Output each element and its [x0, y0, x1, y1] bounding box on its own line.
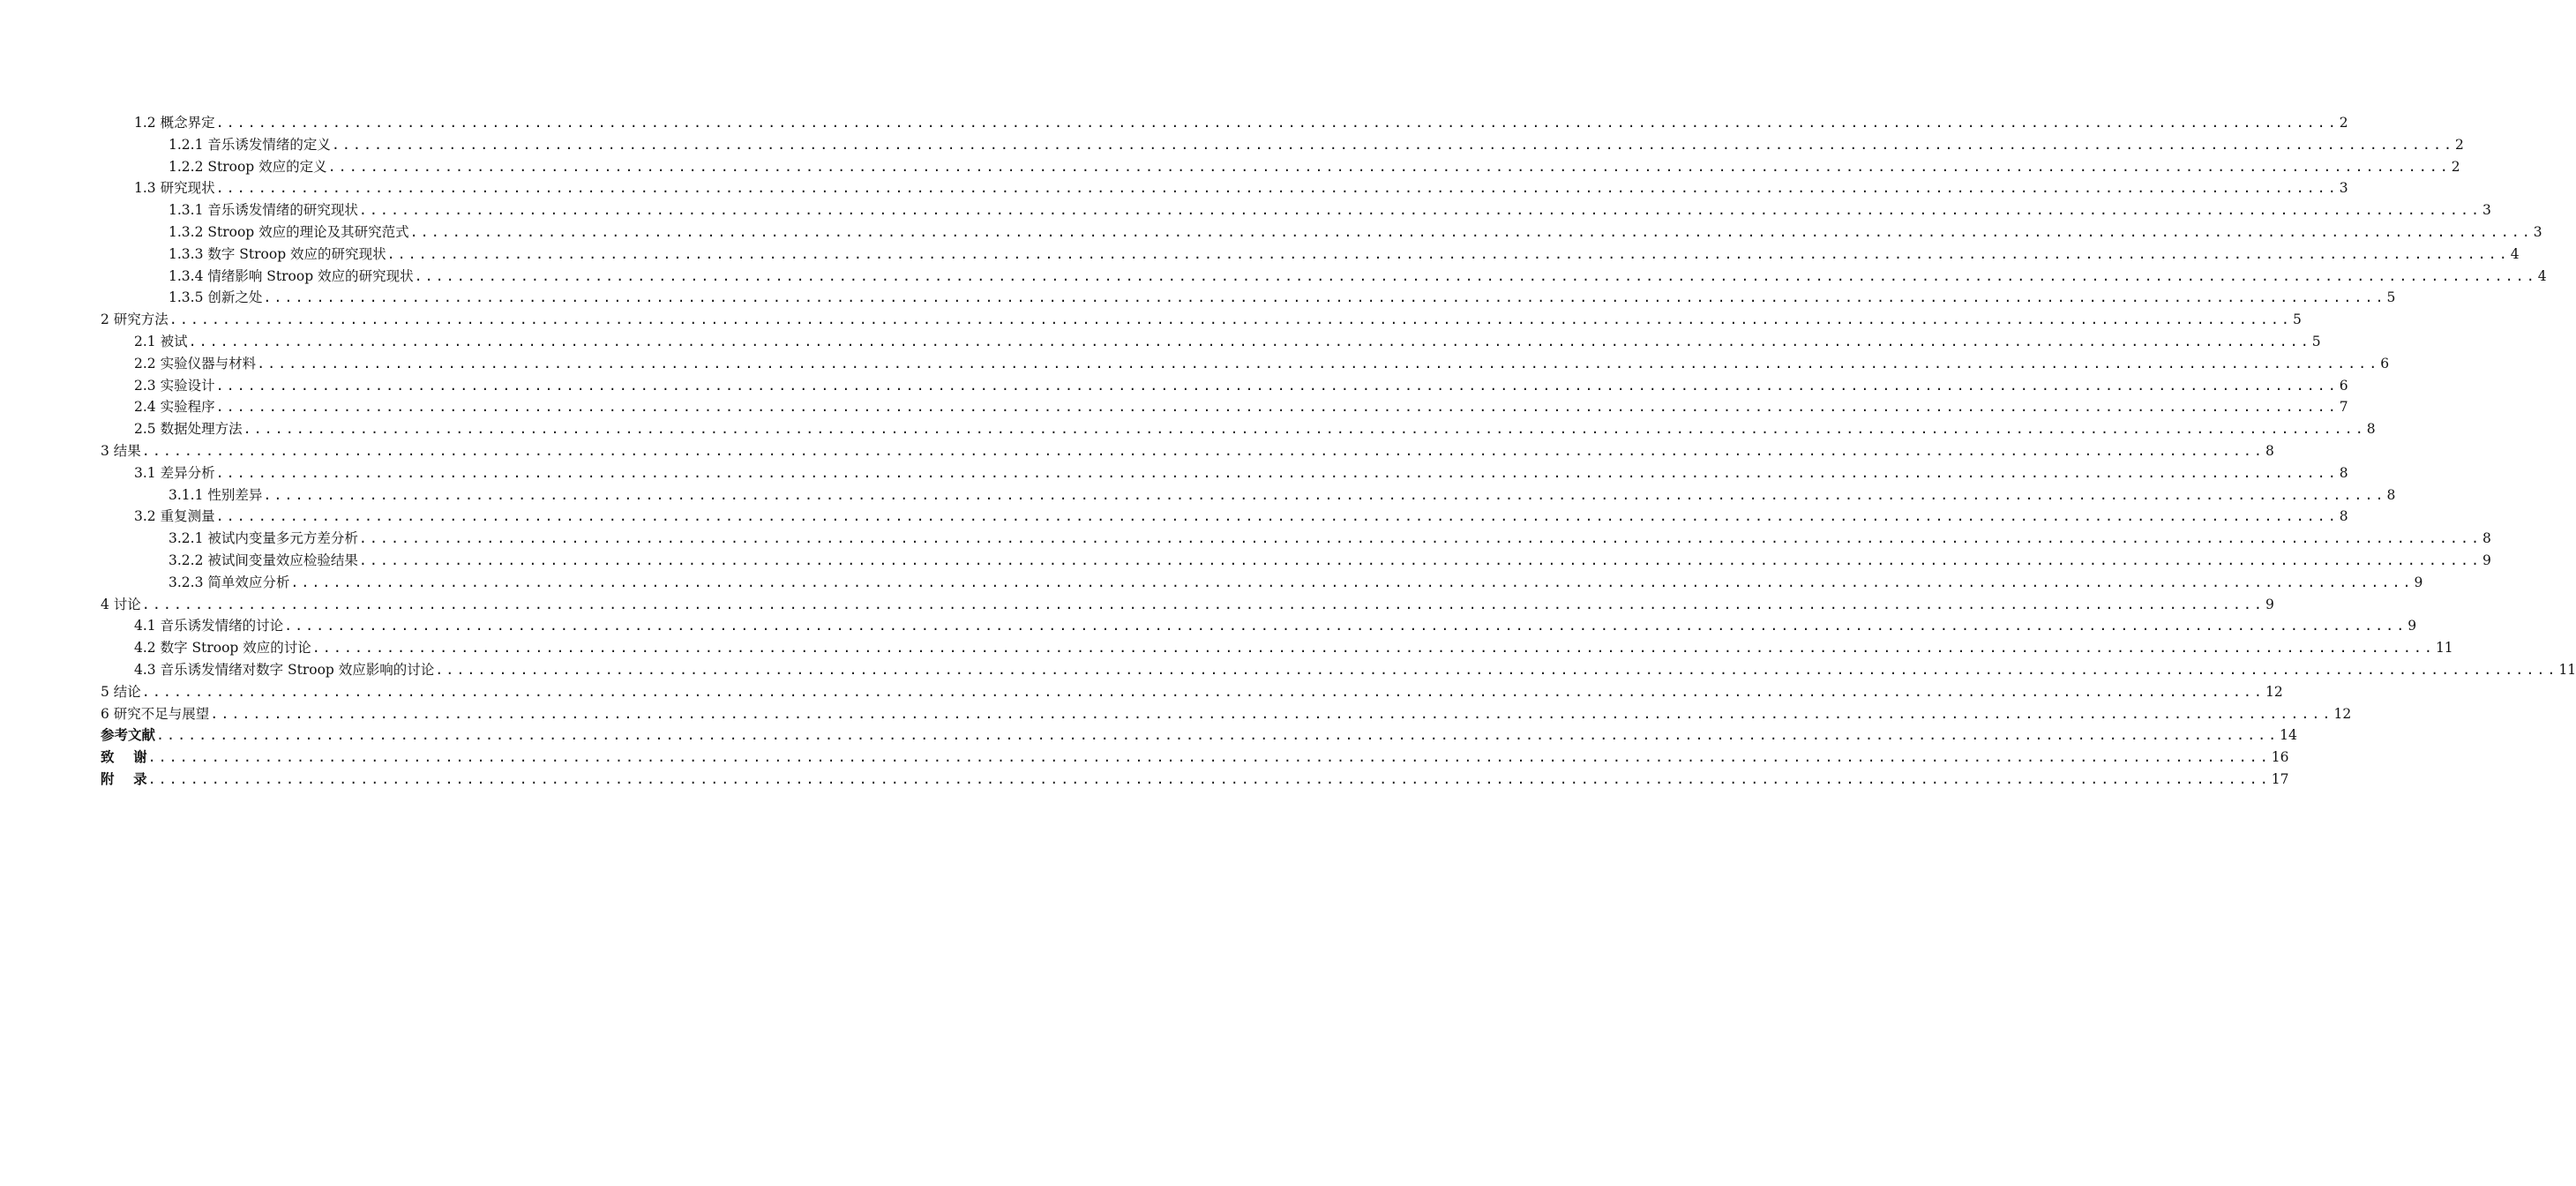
toc-entry[interactable]: [0, 350, 2390, 372]
toc-entry-title: 1.3.2 Stroop 效应的理论及其研究范式: [168, 224, 409, 240]
toc-entry[interactable]: [0, 284, 2396, 306]
toc-page-number: 5: [2311, 334, 2321, 349]
toc-dot-leader: ........................................................................................................................................................................................................: [215, 180, 2339, 197]
toc-entry[interactable]: [0, 263, 2547, 285]
toc-entry-title: 参考文献: [101, 727, 156, 744]
toc-entry[interactable]: [0, 154, 2460, 176]
toc-dot-leader: ........................................................................................................................................................................................................: [141, 443, 2265, 459]
toc-dot-leader: ........................................................................................................................................................................................................: [215, 399, 2339, 416]
toc-entry[interactable]: [0, 131, 2464, 154]
toc-entry-title: 6 研究不足与展望: [101, 705, 210, 722]
toc-page-number: 3: [2482, 202, 2491, 219]
toc-dot-leader: ........................................................................................................................................................................................................: [210, 705, 2333, 722]
toc-page-number: 8: [2366, 421, 2376, 438]
toc-entry-title: 1.3.1 音乐诱发情绪的研究现状: [168, 202, 358, 219]
toc-dot-leader: ........................................................................................................................................................................................................: [147, 771, 2271, 787]
toc-dot-leader: ........................................................................................................................................................................................................: [358, 202, 2482, 219]
toc-page-number: 9: [2408, 618, 2417, 634]
toc-page-number: 14: [2280, 727, 2297, 744]
toc-dot-leader: ........................................................................................................................................................................................................: [257, 355, 2380, 372]
toc-entry-title: 3.2.1 被试内变量多元方差分析: [168, 530, 358, 547]
toc-entry-title: 1.3 研究现状: [134, 180, 215, 197]
toc-dot-leader: ........................................................................................................................................................................................................: [156, 727, 2280, 744]
toc-entry-title: 3.2.2 被试间变量效应检验结果: [168, 552, 358, 568]
toc-entry-title: 1.3.4 情绪影响 Stroop 效应的研究现状: [168, 267, 414, 284]
toc-entry[interactable]: [0, 634, 2453, 657]
toc-dot-leader: ........................................................................................................................................................................................................: [188, 334, 2311, 349]
toc-entry[interactable]: [0, 525, 2491, 547]
toc-entry-title: 1.2.2 Stroop 效应的定义: [168, 158, 327, 175]
toc-entry[interactable]: [0, 394, 2348, 416]
toc-entry[interactable]: [0, 438, 2274, 460]
toc-entry[interactable]: [0, 503, 2348, 525]
toc-entry-title: 3 结果: [101, 443, 141, 459]
toc-entry-title: 3.2.3 简单效应分析: [168, 574, 290, 590]
toc-page-number: 7: [2339, 399, 2348, 416]
toc-dot-leader: ........................................................................................................................................................................................................: [141, 683, 2265, 700]
toc-page-number: 3: [2533, 224, 2542, 240]
toc-entry[interactable]: [0, 766, 2289, 788]
toc-entry[interactable]: [0, 416, 2376, 438]
toc-entry-title: 2.3 实验设计: [134, 377, 215, 394]
toc-entry[interactable]: [0, 197, 2491, 219]
toc-entry[interactable]: [0, 482, 2396, 504]
toc-entry[interactable]: [0, 328, 2321, 350]
toc-page-number: 9: [2414, 574, 2423, 590]
toc-entry[interactable]: [0, 241, 2520, 263]
toc-page-number: 5: [2386, 289, 2396, 306]
toc-dot-leader: ........................................................................................................................................................................................................: [331, 136, 2455, 153]
toc-page-number: 5: [2292, 312, 2302, 328]
toc-page-number: 2: [2451, 158, 2460, 175]
toc-entry[interactable]: [0, 569, 2423, 591]
toc-dot-leader: ........................................................................................................................................................................................................: [168, 312, 2292, 328]
toc-page-number: 6: [2380, 355, 2390, 372]
toc-page-number: 8: [2386, 486, 2396, 503]
toc-page-number: 8: [2339, 464, 2348, 481]
toc-page-number: 17: [2271, 771, 2289, 787]
toc-dot-leader: ........................................................................................................................................................................................................: [215, 508, 2339, 525]
toc-entry-title: 3.1 差异分析: [134, 464, 215, 481]
toc-entry-title: 4.2 数字 Stroop 效应的讨论: [134, 640, 311, 657]
toc-entry[interactable]: [0, 679, 2283, 701]
toc-page-number: 16: [2271, 749, 2289, 766]
toc-dot-leader: ........................................................................................................................................................................................................: [215, 464, 2339, 481]
toc-page-number: 9: [2265, 596, 2274, 612]
toc-entry-title: 2.4 实验程序: [134, 399, 215, 416]
toc-entry-title: 2.1 被试: [134, 334, 188, 349]
toc-entry-title: 1.3.5 创新之处: [168, 289, 263, 306]
toc-dot-leader: ........................................................................................................................................................................................................: [215, 377, 2339, 394]
toc-page-number: 12: [2333, 705, 2352, 722]
toc-entry[interactable]: [0, 657, 2576, 679]
toc-dot-leader: ........................................................................................................................................................................................................: [263, 486, 2386, 503]
toc-entry[interactable]: [0, 460, 2348, 482]
toc-entry-title: 附 录: [101, 771, 147, 787]
toc-entry[interactable]: [0, 591, 2274, 613]
toc-page-number: 11: [2435, 640, 2453, 657]
toc-page-number: 4: [2510, 245, 2520, 262]
toc-dot-leader: ........................................................................................................................................................................................................: [147, 749, 2271, 766]
toc-dot-leader: ........................................................................................................................................................................................................: [311, 640, 2435, 657]
toc-dot-leader: ........................................................................................................................................................................................................: [215, 115, 2339, 131]
toc-entry-title: 4.3 音乐诱发情绪对数字 Stroop 效应影响的讨论: [134, 662, 435, 678]
toc-dot-leader: ........................................................................................................................................................................................................: [263, 289, 2386, 306]
toc-dot-leader: ........................................................................................................................................................................................................: [358, 552, 2482, 568]
toc-dot-leader: ........................................................................................................................................................................................................: [141, 596, 2265, 612]
toc-entry-title: 5 结论: [101, 683, 141, 700]
toc-entry-title: 2.2 实验仪器与材料: [134, 355, 257, 372]
toc-entry[interactable]: [0, 612, 2417, 634]
toc-dot-leader: ........................................................................................................................................................................................................: [386, 245, 2510, 262]
toc-dot-leader: ........................................................................................................................................................................................................: [327, 158, 2451, 175]
toc-page-number: 2: [2455, 136, 2464, 153]
toc-entry-title: 1.2.1 音乐诱发情绪的定义: [168, 136, 331, 153]
toc-entry[interactable]: [0, 722, 2297, 744]
toc-entry[interactable]: [0, 547, 2491, 569]
toc-entry-title: 2.5 数据处理方法: [134, 421, 243, 438]
toc-page-number: 12: [2265, 683, 2283, 700]
toc-entry-title: 4 讨论: [101, 596, 141, 612]
toc-page-number: 2: [2339, 115, 2348, 131]
toc-page-number: 6: [2339, 377, 2348, 394]
toc-dot-leader: ........................................................................................................................................................................................................: [435, 662, 2558, 678]
toc-page-number: 9: [2482, 552, 2491, 568]
toc-page-number: 3: [2339, 180, 2348, 197]
toc-dot-leader: ........................................................................................................................................................................................................: [284, 618, 2408, 634]
toc-page-number: 11: [2558, 662, 2576, 678]
toc-entry-title: 3.1.1 性别差异: [168, 486, 263, 503]
toc-entry[interactable]: [0, 701, 2352, 723]
toc-dot-leader: ........................................................................................................................................................................................................: [414, 267, 2537, 284]
toc-entry-title: 致 谢: [101, 749, 147, 766]
toc-page-number: 4: [2537, 267, 2547, 284]
toc-dot-leader: ........................................................................................................................................................................................................: [358, 530, 2482, 547]
toc-page-number: 8: [2339, 508, 2348, 525]
toc-entry[interactable]: [0, 109, 2348, 131]
toc-page-number: 8: [2482, 530, 2491, 547]
toc-entry-title: 1.3.3 数字 Stroop 效应的研究现状: [168, 245, 386, 262]
toc-entry[interactable]: [0, 744, 2289, 766]
toc-page-number: 8: [2265, 443, 2274, 459]
toc-entry-title: 1.2 概念界定: [134, 115, 215, 131]
toc-entry-title: 4.1 音乐诱发情绪的讨论: [134, 618, 284, 634]
toc-dot-leader: ........................................................................................................................................................................................................: [243, 421, 2366, 438]
toc-entry-title: 2 研究方法: [101, 312, 168, 328]
toc-entry[interactable]: [0, 175, 2348, 197]
toc-entry[interactable]: [0, 306, 2302, 328]
toc-dot-leader: ........................................................................................................................................................................................................: [409, 224, 2533, 240]
toc-entry-title: 3.2 重复测量: [134, 508, 215, 525]
toc-entry[interactable]: [0, 372, 2348, 394]
toc-dot-leader: ........................................................................................................................................................................................................: [290, 574, 2414, 590]
toc-entry[interactable]: [0, 219, 2542, 241]
